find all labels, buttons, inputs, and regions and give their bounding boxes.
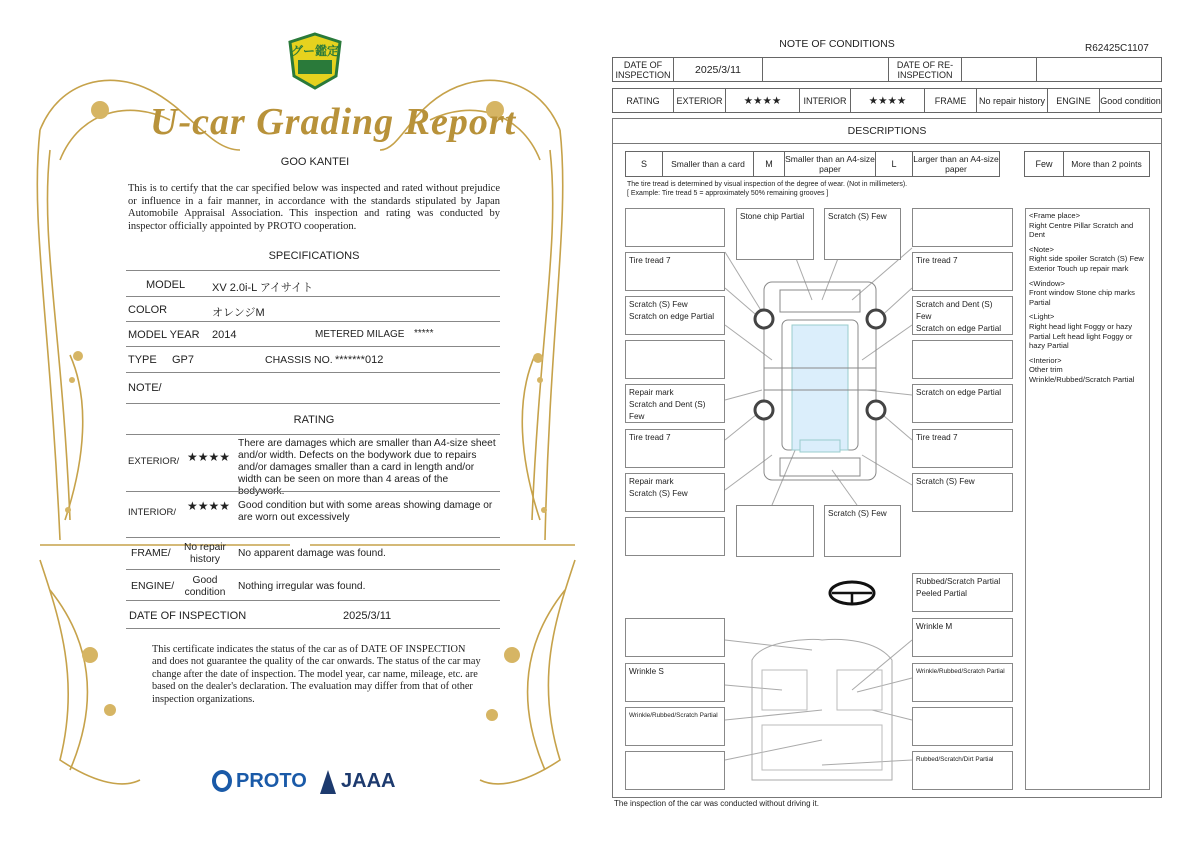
condition-box-right-rear-door: Scratch on edge Partial [912,384,1013,423]
condition-box-left-front-tire: Tire tread 7 [625,252,725,291]
legend-l: L [875,151,913,177]
specifications-heading: SPECIFICATIONS [268,250,360,262]
frame-value: No repair history [184,542,226,565]
divider [126,403,500,404]
legend-s-desc: Smaller than a card [662,151,754,177]
divider [126,346,500,347]
frame-value: No repair history [976,88,1048,113]
condition-box [625,208,725,247]
date-of-reinspection-value [961,57,1037,82]
empty-cell [1036,57,1162,82]
condition-box-right-rear: Scratch (S) Few [912,473,1013,512]
date-of-reinspection-label: DATE OF RE-INSPECTION [888,57,962,82]
jaaa-icon [320,770,336,794]
date-of-inspection-label: DATE OF INSPECTION [129,610,247,622]
report-subtitle: GOO KANTEI [280,156,350,168]
exterior-stars: ★★★★ [725,88,800,113]
note-heading-light: <Light> [1029,312,1055,322]
divider [126,569,500,570]
engine-description: Nothing irregular was found. [238,581,366,592]
condition-line: Scratch and Dent (S) Few [916,300,993,321]
frame-description: No apparent damage was found. [238,548,386,559]
condition-box [912,340,1013,379]
divider [126,628,500,629]
condition-box [912,208,1013,247]
interior-label: INTERIOR/ [128,507,177,518]
goo-kantei-logo [288,32,342,90]
condition-box-left-rear-door [625,384,725,423]
chassis-label: CHASSIS NO. [265,354,333,366]
report-id: R62425C1107 [1085,43,1149,54]
note-text-window: Front window Stone chip marks Partial [1029,288,1135,307]
condition-line: Repair mark [629,388,674,397]
condition-box-top-left: Stone chip Partial [736,208,814,260]
logo-lettering: グー鑑定 [290,44,339,58]
divider [126,491,500,492]
rating-heading: RATING [293,414,335,426]
color-label: COLOR [128,304,168,316]
legend-l-desc: Larger than an A4-size paper [912,151,1000,177]
note-heading-note: <Note> [1029,244,1054,254]
legend-m: M [753,151,785,177]
condition-line: Scratch on edge Partial [916,324,1002,333]
condition-box [625,751,725,790]
legend-m-desc: Smaller than an A4-size paper [784,151,876,177]
empty-cell [762,57,889,82]
engine-value: Good condition [184,575,226,598]
note-label: NOTE/ [128,382,162,394]
condition-box [912,707,1013,746]
exterior-label: EXTERIOR [673,88,726,113]
metered-milage-label: METERED MILAGE [315,329,405,340]
model-label: MODEL [146,279,186,291]
legend-few-desc: More than 2 points [1063,151,1150,177]
condition-box-interior-5: Rubbed/Scratch/Dirt Partial [912,751,1013,790]
divider [126,296,500,297]
condition-box-bottom-center: Scratch (S) Few [824,505,901,557]
condition-box-interior-4: Wrinkle/Rubbed/Scratch Partial [625,707,725,746]
exterior-description: There are damages which are smaller than A4-size sheet and/or width. Defects on the bodywork due to repairs and/or damages smaller than a card in length and/or width can be seen on more than 4 areas of the bodywork. [238,438,496,497]
condition-box-interior-3: Wrinkle/Rubbed/Scratch Partial [912,663,1013,702]
date-of-inspection-value: 2025/3/11 [673,57,763,82]
engine-label: ENGINE [1047,88,1100,113]
proto-logo: PROTO [236,770,307,792]
condition-box-left-rear-tire: Tire tread 7 [625,429,725,468]
type-value: GP7 [172,354,195,366]
condition-box-right-front-door [912,296,1013,335]
condition-line: Peeled Partial [916,589,967,598]
condition-box-right-front-tire: Tire tread 7 [912,252,1013,291]
condition-line: Repair mark [629,477,674,486]
note-heading-window: <Window> [1029,278,1065,288]
condition-line: Scratch and Dent (S) Few [629,400,706,421]
engine-value: Good condition [1099,88,1162,113]
metered-milage-value: ***** [414,328,434,339]
conditions-footer: The inspection of the car was conducted without driving it. [614,799,819,808]
descriptions-heading: DESCRIPTIONS [612,118,1162,144]
divider [126,372,500,373]
exterior-stars: ★★★★ [187,450,231,464]
divider [126,537,500,538]
condition-box-top-right: Scratch (S) Few [824,208,901,260]
rating-label: RATING [612,88,674,113]
note-text-interior: Other trim Wrinkle/Rubbed/Scratch Partial [1029,365,1135,384]
condition-line: Rubbed/Scratch Partial [916,577,1001,586]
condition-box-steering [912,573,1013,612]
tread-example: [ Example: Tire tread 5 = approximately 50% remaining grooves ] [627,190,829,197]
condition-line: Scratch (S) Few [629,300,688,309]
interior-stars: ★★★★ [187,499,231,513]
date-of-inspection-label: DATE OF INSPECTION [612,57,674,82]
model-year-label: MODEL YEAR [128,329,200,341]
type-label: TYPE [128,354,157,366]
exterior-label: EXTERIOR/ [128,456,180,467]
proto-icon [212,770,232,792]
engine-label: ENGINE/ [131,580,175,592]
condition-line: Scratch (S) Few [629,489,688,498]
condition-box [625,618,725,657]
note-heading-interior: <Interior> [1029,355,1062,365]
date-of-inspection-value: 2025/3/11 [343,610,392,622]
model-year-value: 2014 [212,329,237,341]
condition-line: Scratch on edge Partial [629,312,715,321]
condition-box-interior-1: Wrinkle M [912,618,1013,657]
condition-box [736,505,814,557]
side-notes [1025,208,1150,790]
report-title: U-car Grading Report [150,101,517,143]
model-value: XV 2.0i-L アイサイト [212,282,314,294]
divider [126,270,500,271]
condition-box-interior-2: Wrinkle S [625,663,725,702]
legend-s: S [625,151,663,177]
jaaa-logo: JAAA [341,770,396,792]
frame-label: FRAME/ [131,547,171,559]
conditions-title: NOTE OF CONDITIONS [779,38,895,50]
note-text-frame: Right Centre Pillar Scratch and Dent [1029,220,1134,240]
note-heading-frame: <Frame place> [1029,211,1081,220]
frame-label: FRAME [924,88,977,113]
interior-description: Good condition but with some areas showing damage or are worn out excessively [238,500,493,523]
note-text-note: Right side spoiler Scratch (S) Few Exterior Touch up repair mark [1029,254,1144,273]
color-value: オレンジM [212,307,265,319]
divider [126,600,500,601]
tread-note: The tire tread is determined by visual inspection of the degree of wear. (Not in millimeters). [627,181,908,188]
chassis-value: *******012 [335,354,384,366]
certification-statement: This is to certify that the car specified below was inspected and rated without prejudice or influence in a fair manner, in accordance with the standards stipulated by Japan Automobile Appraisal Association. This inspection and rating was conducted by inspector officially appointed by PROTO cooperation. [128,183,500,232]
divider [126,434,500,435]
condition-box-right-rear-tire: Tire tread 7 [912,429,1013,468]
condition-box-left-front-door [625,296,725,335]
legend-few: Few [1024,151,1064,177]
condition-box [625,340,725,379]
interior-label: INTERIOR [799,88,851,113]
interior-stars: ★★★★ [850,88,925,113]
certificate-disclaimer: This certificate indicates the status of the car as of DATE OF INSPECTION and does not guarantee the quality of the car onwards. The status of the car may change after the date of inspection. The model year, car name, mileage, etc. are based on the dealer's declaration. The evaluation may differ from that of other inspection organizations. [152,644,481,705]
divider [126,321,500,322]
condition-box [625,517,725,556]
note-text-light: Right head light Foggy or hazy Partial Left head light Foggy or hazy Partial [1029,321,1133,351]
condition-box-left-rear [625,473,725,512]
